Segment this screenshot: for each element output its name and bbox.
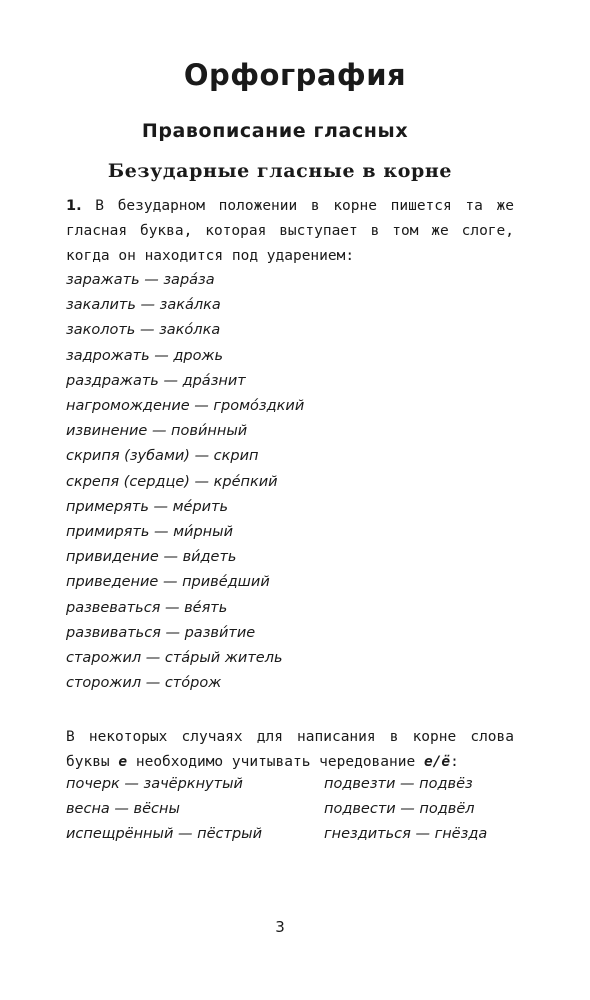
example-item: закалить — зака́лка xyxy=(66,297,221,314)
rule-paragraph-2 xyxy=(66,725,514,775)
page-title: Орфография xyxy=(183,58,407,92)
example-item: сторожил — сто́рож xyxy=(66,675,222,692)
subsection-heading: Безударные гласные в корне xyxy=(107,160,453,182)
examples-list xyxy=(66,268,304,696)
example-item: развеваться — ве́ять xyxy=(66,599,228,616)
example-item: заколоть — зако́лка xyxy=(66,322,221,339)
rule2-text-after: необходимо учитывать чередование xyxy=(135,754,416,770)
alternation-item: подвезти — подвёз xyxy=(324,776,473,792)
example-item: примерять — ме́рить xyxy=(66,498,229,515)
example-item: старожил — ста́рый житель xyxy=(66,650,283,667)
section-heading: Правописание гласных xyxy=(141,120,409,142)
page-number: 3 xyxy=(275,918,285,936)
alternation-column-left xyxy=(66,772,262,848)
example-item: приведение — приве́дший xyxy=(66,574,270,591)
example-item: раздражать — дра́знит xyxy=(66,372,246,389)
example-item: скрипя (зубами) — скрип xyxy=(66,448,259,465)
example-item: задрожать — дрожь xyxy=(66,347,224,364)
rule2-letter: е xyxy=(118,754,128,770)
rule2-alternation: е/ё xyxy=(423,754,451,770)
example-item: извинение — пови́нный xyxy=(66,423,248,440)
alternation-item: весна — вёсны xyxy=(66,801,180,818)
rule-number: 1. xyxy=(66,198,82,214)
alternation-item: гнездиться — гнёзда xyxy=(324,826,488,843)
example-item: примирять — ми́рный xyxy=(66,524,234,541)
alternation-column-right xyxy=(324,772,487,848)
example-item: привидение — ви́деть xyxy=(66,549,237,566)
rule-paragraph-1 xyxy=(66,194,514,269)
example-item: развиваться — разви́тие xyxy=(66,624,256,641)
alternation-item: испещрённый — пёстрый xyxy=(66,826,263,843)
rule2-colon: : xyxy=(450,754,459,770)
example-item: нагромождение — громо́здкий xyxy=(66,398,305,415)
example-item: заражать — зара́за xyxy=(66,272,215,288)
rule-text: В безударном положении в корне пишется та же гласная буква, которая выступает в том же слоге, когда он находится под ударением: xyxy=(66,198,515,264)
alternation-item: подвести — подвёл xyxy=(324,801,475,818)
example-item: скрепя (сердце) — кре́пкий xyxy=(66,473,278,490)
alternation-item: почерк — зачёркнутый xyxy=(66,776,243,792)
rule2-text-before: В некоторых случаях для написания в корне слова буквы xyxy=(66,729,514,770)
